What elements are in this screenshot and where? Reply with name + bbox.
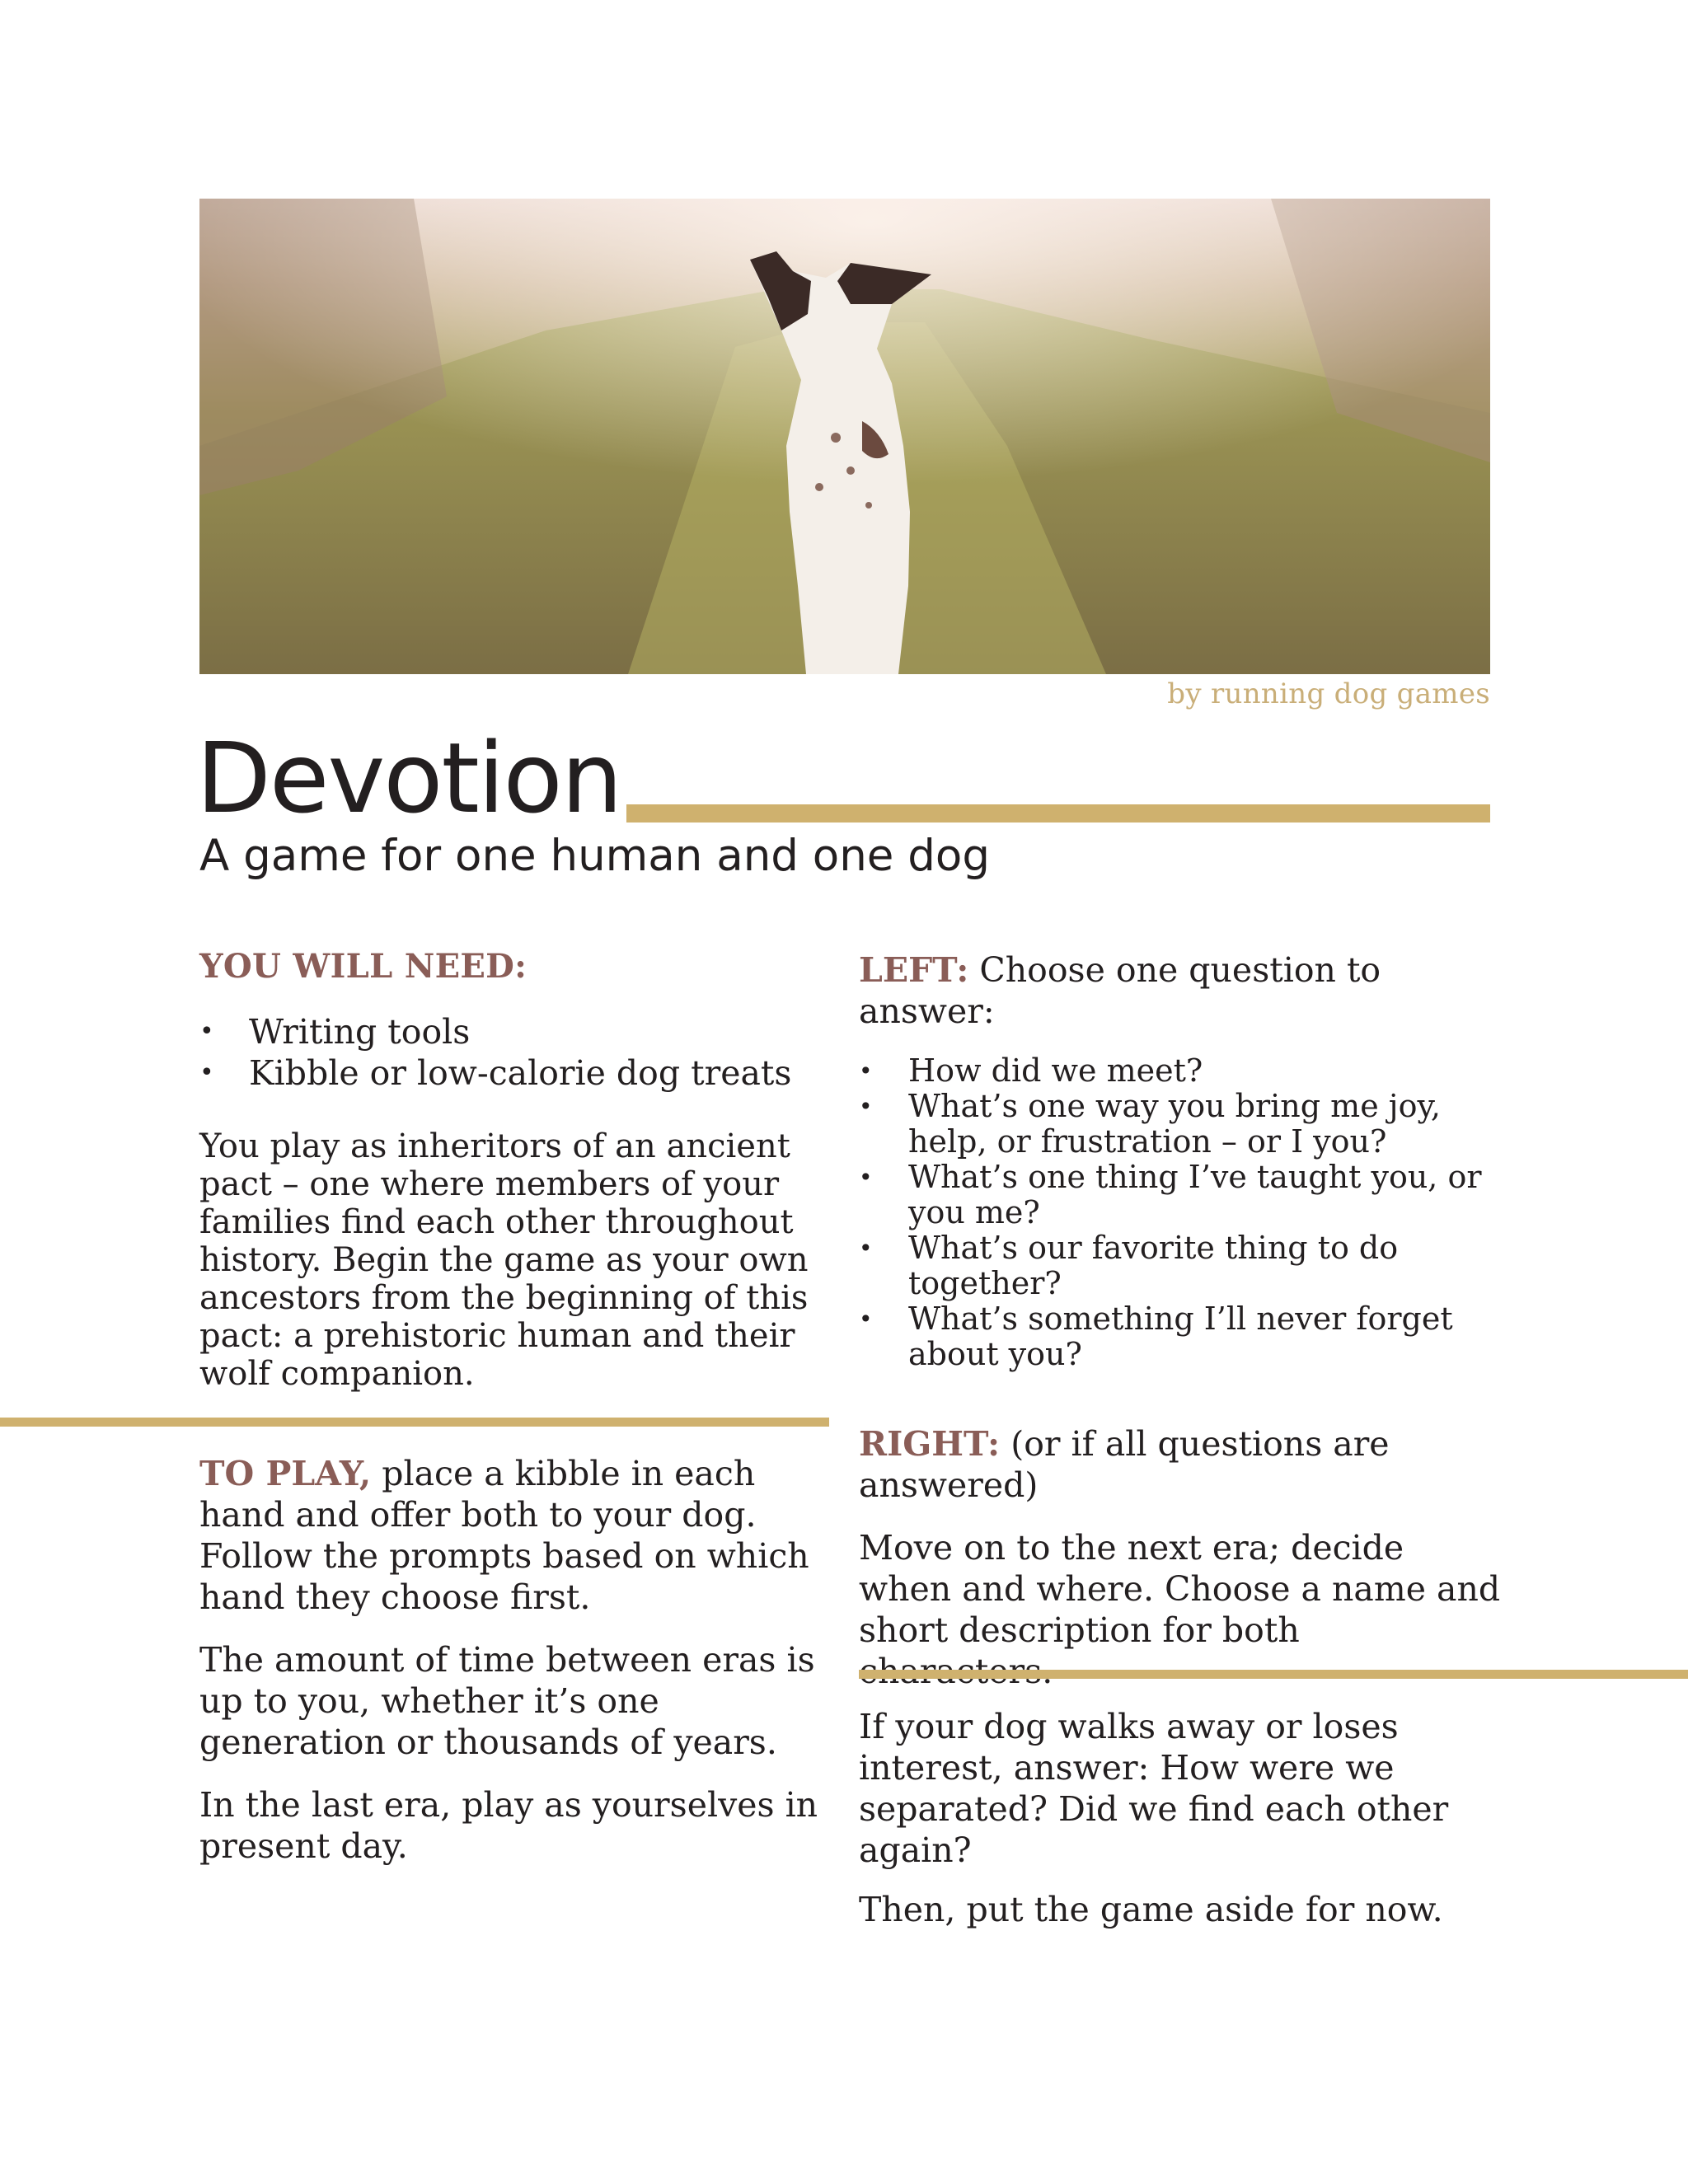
- title-rule: [626, 804, 1490, 823]
- then-paragraph: Then, put the game aside for now.: [859, 1890, 1443, 1929]
- list-item: • Writing tools: [199, 1011, 859, 1052]
- you-will-need-heading: YOU WILL NEED:: [199, 947, 528, 986]
- section-divider-right: [859, 1670, 1688, 1679]
- questions-list: [859, 1053, 1485, 1372]
- right-choice-section: [859, 1423, 1502, 1692]
- walk-away-section: [859, 1706, 1502, 1930]
- list-item: • What’s our favorite thing to do together?: [859, 1230, 1485, 1301]
- byline: by running dog games: [1167, 677, 1490, 710]
- right-text: (or if all questions are answered): [859, 1424, 1390, 1505]
- to-play-label: TO PLAY,: [199, 1454, 372, 1493]
- next-era-paragraph: Move on to the next era; decide when and where. Choose a name and short description for both: [859, 1528, 1501, 1650]
- intro-text: You play as inheritors of an ancient pact – one where members of your families find each other throughout history. Begin the game as your own ancestors from the beginning of this pact: a prehistoric human and their wolf companion.: [199, 1127, 809, 1393]
- needs-list: [199, 1011, 859, 1094]
- to-play-section: [199, 1453, 842, 1867]
- page-title: Devotion: [196, 721, 621, 835]
- left-label: LEFT:: [859, 950, 969, 990]
- list-item: • What’s one way you bring me joy, help, or frustration – or I you?: [859, 1089, 1485, 1160]
- last-era-paragraph: In the last era, play as yourselves in present day.: [199, 1785, 818, 1866]
- hero-photo: [199, 199, 1490, 674]
- list-item: • Kibble or low-calorie dog treats: [199, 1052, 859, 1094]
- intro-paragraph: [199, 1127, 842, 1393]
- eras-paragraph: The amount of time between eras is up to you, whether it’s one generation or thousands of years.: [199, 1640, 815, 1762]
- list-item: • What’s something I’ll never forget about you?: [859, 1301, 1485, 1372]
- section-divider-left: [0, 1418, 829, 1427]
- dog-in-field-image: [199, 199, 1490, 674]
- left-text: Choose one question to answer:: [859, 950, 1381, 1031]
- right-label: RIGHT:: [859, 1424, 1001, 1464]
- page-subtitle: A game for one human and one dog: [199, 831, 990, 881]
- list-item: • What’s one thing I’ve taught you, or you me?: [859, 1160, 1485, 1230]
- to-play-text: place a kibble in each hand and offer both to your dog. Follow the prompts based on which hand they choose first.: [199, 1454, 809, 1617]
- left-choice-section: [859, 949, 1485, 1032]
- walk-away-paragraph: If your dog walks away or loses interest, answer: How were we separated? Did we find each other again?: [859, 1707, 1449, 1870]
- list-item: • How did we meet?: [859, 1053, 1485, 1089]
